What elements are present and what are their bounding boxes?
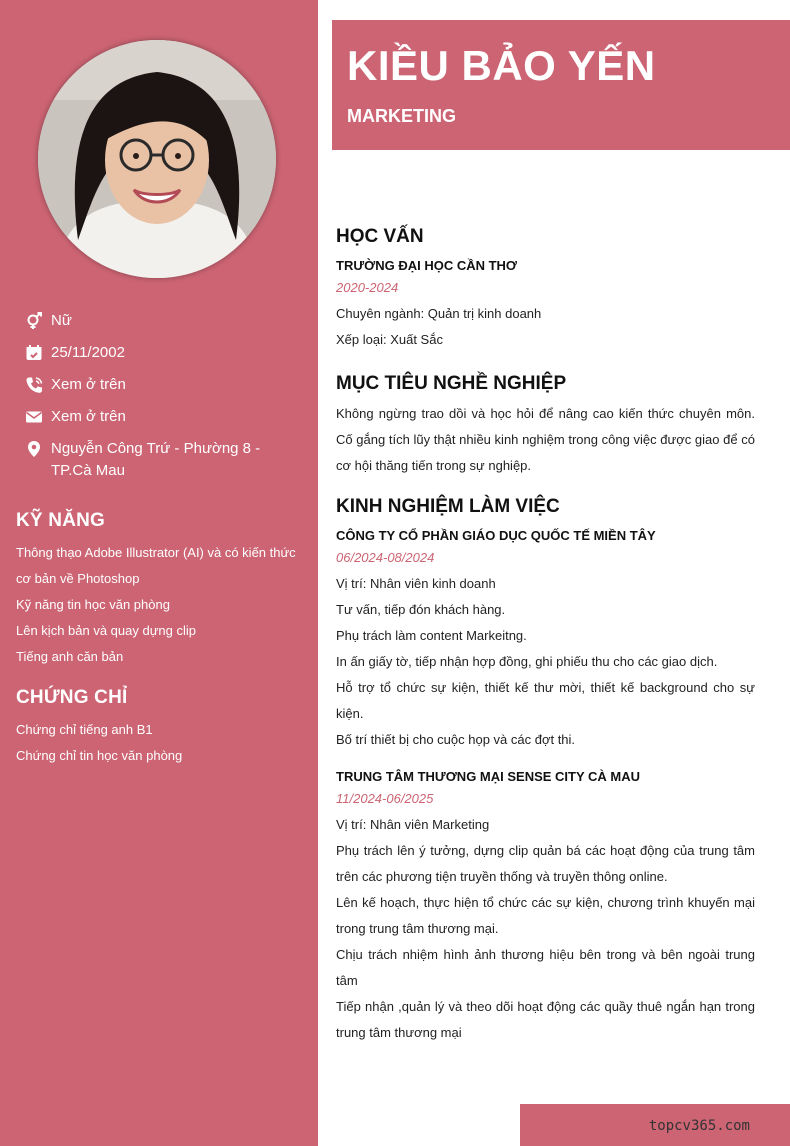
- footer-watermark: topcv365.com: [648, 1118, 750, 1134]
- objective-section: [336, 373, 755, 479]
- sidebar: [0, 0, 318, 1146]
- skill-item: Lên kịch bản và quay dựng clip: [16, 623, 196, 638]
- gender-icon: [24, 311, 44, 331]
- gender-text: Nữ: [51, 312, 72, 329]
- contact-phone: [24, 374, 304, 396]
- contact-address: [24, 438, 304, 482]
- education-line: Chuyên ngành: Quản trị kinh doanh: [336, 306, 542, 321]
- mail-icon: [24, 407, 44, 427]
- job-date: 11/2024-06/2025: [336, 791, 434, 806]
- certificate-item: Chứng chỉ tin học văn phòng: [16, 748, 183, 763]
- profile-photo: [38, 40, 276, 278]
- job-line: Vị trí: Nhân viên Marketing: [336, 817, 490, 832]
- skill-item: Kỹ năng tin học văn phòng: [16, 597, 170, 612]
- skill-item: Thông thạo Adobe Illustrator (AI) và có kiến thức cơ bản về Photoshop: [16, 545, 296, 586]
- phone-icon: [24, 375, 44, 395]
- experience-section: [336, 496, 755, 1046]
- location-pin-icon: [24, 439, 44, 459]
- job-line: Phụ trách làm content Markeitng.: [336, 628, 527, 643]
- education-line: Xếp loại: Xuất Sắc: [336, 332, 443, 347]
- calendar-icon: [24, 343, 44, 363]
- job-line: Lên kế hoạch, thực hiện tổ chức các sự kiện, chương trình khuyến mại trong trung tâm thương mại.: [336, 895, 755, 936]
- skill-item: Tiếng anh căn bản: [16, 649, 124, 664]
- experience-heading: KINH NGHIỆM LÀM VIỆC: [336, 496, 560, 517]
- company-name: CÔNG TY CỔ PHẦN GIÁO DỤC QUỐC TẾ MIỀN TÂY: [336, 528, 656, 543]
- education-heading: HỌC VẤN: [336, 226, 424, 247]
- job-entry: [336, 528, 755, 753]
- objective-text: Không ngừng trao dồi và học hỏi để nâng cao kiến thức chuyên môn. Cố gắng tích lũy thật nhiều kinh nghiệm trong công việc được giao để có cơ hội thăng tiến trong sự nghiệp.: [336, 406, 755, 473]
- skills-section: [16, 510, 306, 670]
- job-line: Bố trí thiết bị cho cuộc họp và các đợt thi.: [336, 732, 576, 747]
- contact-birthday: [24, 342, 304, 364]
- footer-banner: [520, 1104, 790, 1146]
- job-line: Hỗ trợ tổ chức sự kiện, thiết kế thư mời, thiết kế background cho sự kiện.: [336, 680, 755, 721]
- certificates-section: [16, 687, 306, 769]
- job-line: Vị trí: Nhân viên kinh doanh: [336, 576, 496, 591]
- address-text: Nguyễn Công Trứ - Phường 8 - TP.Cà Mau: [51, 440, 261, 479]
- candidate-name: KIỀU BẢO YẾN: [347, 42, 656, 89]
- main-content: [336, 226, 755, 1046]
- education-section: [336, 226, 755, 353]
- job-entry: [336, 769, 755, 1046]
- email-text: Xem ở trên: [51, 408, 126, 425]
- certificate-item: Chứng chỉ tiếng anh B1: [16, 722, 153, 737]
- education-date: 2020-2024: [336, 280, 399, 295]
- certificates-heading: CHỨNG CHỈ: [16, 687, 128, 708]
- job-line: In ấn giấy tờ, tiếp nhận hợp đồng, ghi phiếu thu cho các giao dịch.: [336, 654, 718, 669]
- contact-gender: [24, 310, 304, 332]
- school-name: TRƯỜNG ĐẠI HỌC CẦN THƠ: [336, 258, 518, 273]
- job-line: Tiếp nhận ,quản lý và theo dõi hoạt động các quầy thuê ngắn hạn trong trung tâm thương mại: [336, 999, 755, 1040]
- job-line: Tư vấn, tiếp đón khách hàng.: [336, 602, 506, 617]
- objective-heading: MỤC TIÊU NGHỀ NGHIỆP: [336, 373, 567, 394]
- skills-heading: KỸ NĂNG: [16, 510, 106, 531]
- header-banner: [332, 20, 790, 150]
- company-name: TRUNG TÂM THƯƠNG MẠI SENSE CITY CÀ MAU: [336, 769, 641, 784]
- job-line: Phụ trách lên ý tưởng, dựng clip quản bá các hoạt động của trung tâm trên các phương tiện truyền thống và truyền thông online.: [336, 843, 755, 884]
- phone-text: Xem ở trên: [51, 376, 126, 393]
- birthday-text: 25/11/2002: [51, 344, 125, 361]
- candidate-role: MARKETING: [347, 106, 456, 126]
- portrait-image: [38, 40, 276, 278]
- job-date: 06/2024-08/2024: [336, 550, 435, 565]
- job-line: Chịu trách nhiệm hình ảnh thương hiệu bên trong và bên ngoài trung tâm: [336, 947, 755, 988]
- contact-list: [24, 310, 304, 492]
- contact-email: [24, 406, 304, 428]
